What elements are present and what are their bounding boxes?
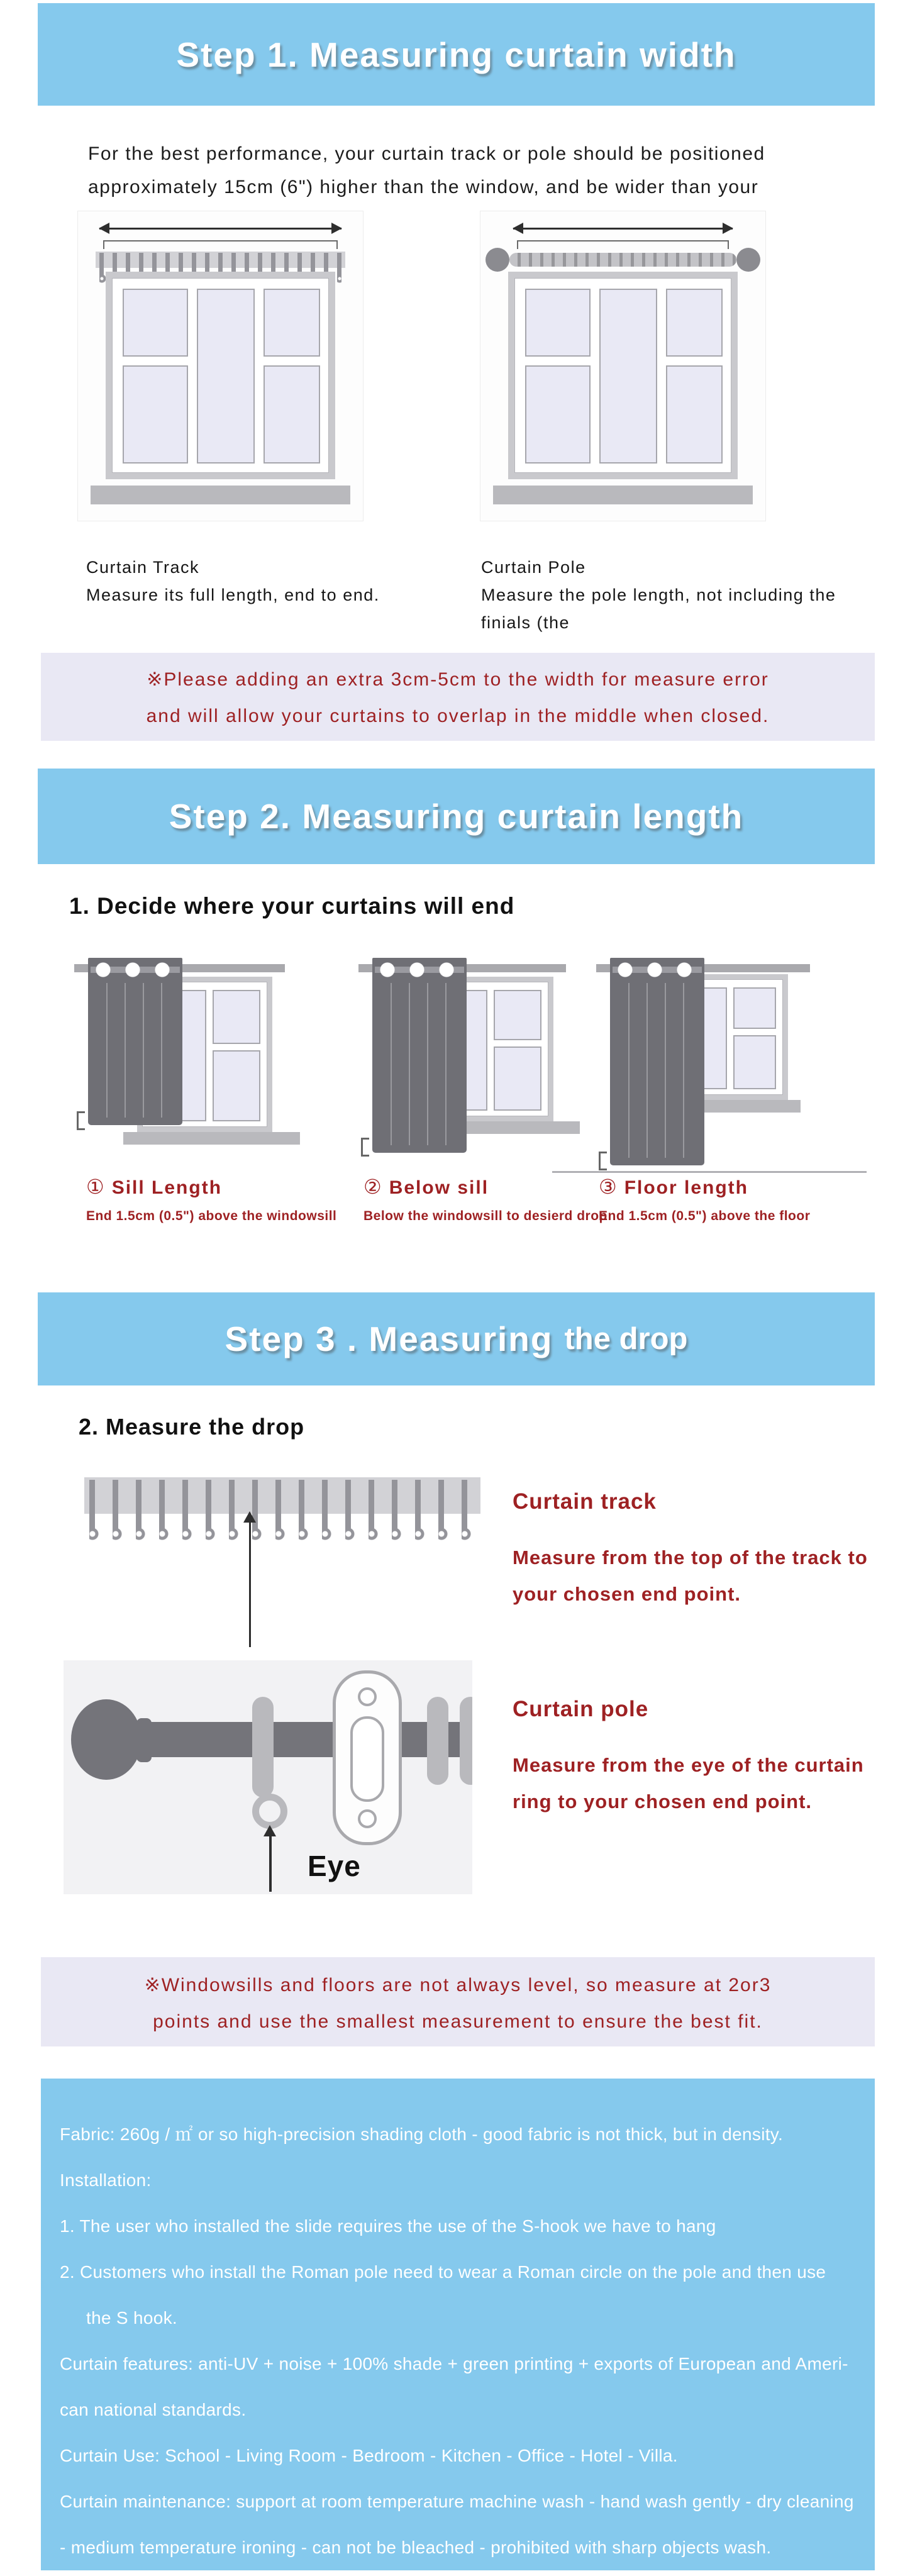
level-note-line2: points and use the smallest measurement to ensure the best fit.: [153, 2011, 763, 2032]
track-label-block: [86, 553, 451, 609]
step2-heading: 1. Decide where your curtains will end: [69, 893, 515, 919]
info-line: can national standards.: [60, 2400, 247, 2419]
info-line: Fabric: 260g / ㎡ or so high-precision shading cloth - good fabric is not thick, but in density.: [60, 2124, 784, 2144]
sill-length-figure: [74, 954, 291, 1171]
window-pane: [733, 1035, 776, 1089]
width-arrow-icon: [513, 228, 733, 230]
window-graphic: [106, 272, 335, 479]
pole-finial-icon: [736, 248, 760, 272]
curtain-pole-illustration: [480, 211, 766, 521]
curtain-pole-icon: [509, 253, 736, 267]
curtain-graphic: [610, 958, 704, 1165]
track-desc: Measure its full length, end to end.: [86, 586, 380, 604]
window-pane: [213, 1050, 260, 1121]
step3-banner-subtext: the drop: [564, 1322, 688, 1356]
info-line: Curtain features: anti-UV + noise + 100% shade + green printing + exports of European and Ameri-: [60, 2354, 848, 2373]
windowsill: [493, 486, 753, 504]
pole-desc: Measure the pole length, not including the finials (the: [481, 586, 836, 632]
track-title: Curtain track: [513, 1489, 657, 1514]
up-arrow-icon: [249, 1521, 251, 1647]
step1-banner: [38, 3, 875, 106]
curtain-graphic: [372, 958, 467, 1153]
curtain-track-illustration: [77, 211, 363, 521]
window-pane: [197, 289, 255, 464]
pole-finial-icon: [486, 248, 509, 272]
circled-number: ①: [86, 1175, 106, 1198]
pole-instructions: Measure from the eye of the curtain ring to your chosen end point.: [513, 1754, 864, 1813]
step1-intro-text: For the best performance, your curtain track or pole should be positioned approximately 15cm (6") higher than the window, and be wider than your: [88, 143, 765, 197]
pole-drop-diagram: [64, 1660, 472, 1894]
info-line: the S hook.: [86, 2308, 177, 2328]
curtain-ring-icon: [427, 1697, 448, 1785]
window-pane: [494, 1046, 541, 1111]
step3-banner-text: Step 3 . Measuring: [225, 1319, 553, 1358]
screw-icon: [358, 1809, 377, 1828]
pole-finial-icon: [71, 1699, 141, 1780]
window-pane: [599, 289, 657, 464]
info-line: - medium temperature ironing - can not be bleached - prohibited with sharp objects wash.: [60, 2538, 772, 2557]
level-note-line1: ※Windowsills and floors are not always level, so measure at 2or3: [144, 1975, 772, 1996]
measure-line: [517, 240, 729, 249]
circled-number: ②: [363, 1175, 383, 1198]
info-line: 1. The user who installed the slide requires the use of the S-hook we have to hang: [60, 2216, 716, 2236]
track-instructions: Measure from the top of the track to your chosen end point.: [513, 1546, 868, 1605]
width-arrow-icon: [99, 228, 341, 230]
step1-banner-text: Step 1. Measuring curtain width: [176, 35, 736, 74]
window-pane: [213, 990, 260, 1044]
floor-line: [552, 1171, 867, 1173]
bracket-slot: [350, 1716, 384, 1802]
window-pane: [264, 365, 320, 464]
circled-number: ③: [599, 1175, 618, 1198]
window-pane: [123, 365, 188, 464]
wall-bracket-icon: [333, 1670, 402, 1845]
curtain-ring-icon: [252, 1697, 274, 1797]
caption-desc: End 1.5cm (0.5") above the floor: [599, 1209, 811, 1223]
info-line: Curtain Use: School - Living Room - Bedroom - Kitchen - Office - Hotel - Villa.: [60, 2446, 678, 2465]
below-sill-figure: [358, 954, 572, 1171]
grommets: [91, 961, 180, 979]
windowsill: [123, 1132, 300, 1145]
grommets: [375, 961, 464, 979]
floor-length-caption: [599, 1175, 810, 1224]
info-line: 2. Customers who install the Roman pole need to wear a Roman circle on the pole and then use: [60, 2262, 826, 2282]
caption-title: ② Below sill: [363, 1175, 489, 1198]
up-arrow-icon: [269, 1835, 272, 1892]
measure-tick: [77, 1111, 85, 1130]
width-note-line1: ※Please adding an extra 3cm-5cm to the width for measure error: [147, 669, 769, 690]
level-note: [41, 1957, 875, 2046]
track-gliders: [89, 1480, 475, 1529]
eye-label: Eye: [308, 1850, 361, 1882]
window-pane: [494, 990, 541, 1040]
step3-banner: [38, 1292, 875, 1385]
track-glider-eyelets: [89, 1528, 475, 1541]
caption-title: ① Sill Length: [86, 1175, 223, 1198]
grommets: [613, 961, 702, 979]
measure-tick: [599, 1152, 607, 1170]
window-pane: [666, 289, 723, 357]
width-note-line2: and will allow your curtains to overlap in the middle when closed.: [146, 706, 770, 726]
pole-title: Curtain pole: [513, 1697, 649, 1721]
track-drop-diagram: [84, 1477, 480, 1647]
window-pane: [123, 289, 188, 357]
measure-tick: [361, 1138, 369, 1157]
pole-label-block: [481, 553, 846, 636]
caption-desc: Below the windowsill to desierd drop: [363, 1209, 608, 1223]
product-info-section: [41, 2079, 875, 2570]
caption-title: ③ Floor length: [599, 1175, 748, 1198]
pole-label: Curtain Pole: [481, 558, 586, 577]
measure-line: [103, 240, 338, 249]
ring-eye-icon: [252, 1794, 287, 1829]
window-frame: [112, 278, 329, 473]
caption-desc: End 1.5cm (0.5") above the windowsill: [86, 1209, 337, 1223]
step3-heading: 2. Measure the drop: [79, 1414, 305, 1440]
window-pane: [525, 365, 591, 464]
width-note: [41, 653, 875, 741]
screw-icon: [358, 1687, 377, 1706]
window-graphic: [508, 272, 738, 479]
curtain-graphic: [88, 958, 182, 1125]
step2-banner-text: Step 2. Measuring curtain length: [169, 797, 744, 836]
info-line: Installation:: [60, 2170, 152, 2190]
window-pane: [525, 289, 591, 357]
window-pane: [733, 987, 776, 1029]
floor-length-figure: [596, 954, 848, 1171]
sill-length-caption: [86, 1175, 336, 1224]
window-pane: [264, 289, 320, 357]
curtain-pole-icon: [147, 1722, 472, 1757]
below-sill-caption: [363, 1175, 608, 1224]
windowsill: [91, 486, 350, 504]
window-pane: [666, 365, 723, 464]
track-label: Curtain Track: [86, 558, 200, 577]
window-frame: [514, 278, 731, 473]
curtain-ring-icon: [460, 1697, 472, 1785]
step2-banner: [38, 769, 875, 864]
info-line: Curtain maintenance: support at room temperature machine wash - hand wash gently - dry cleaning: [60, 2492, 854, 2511]
